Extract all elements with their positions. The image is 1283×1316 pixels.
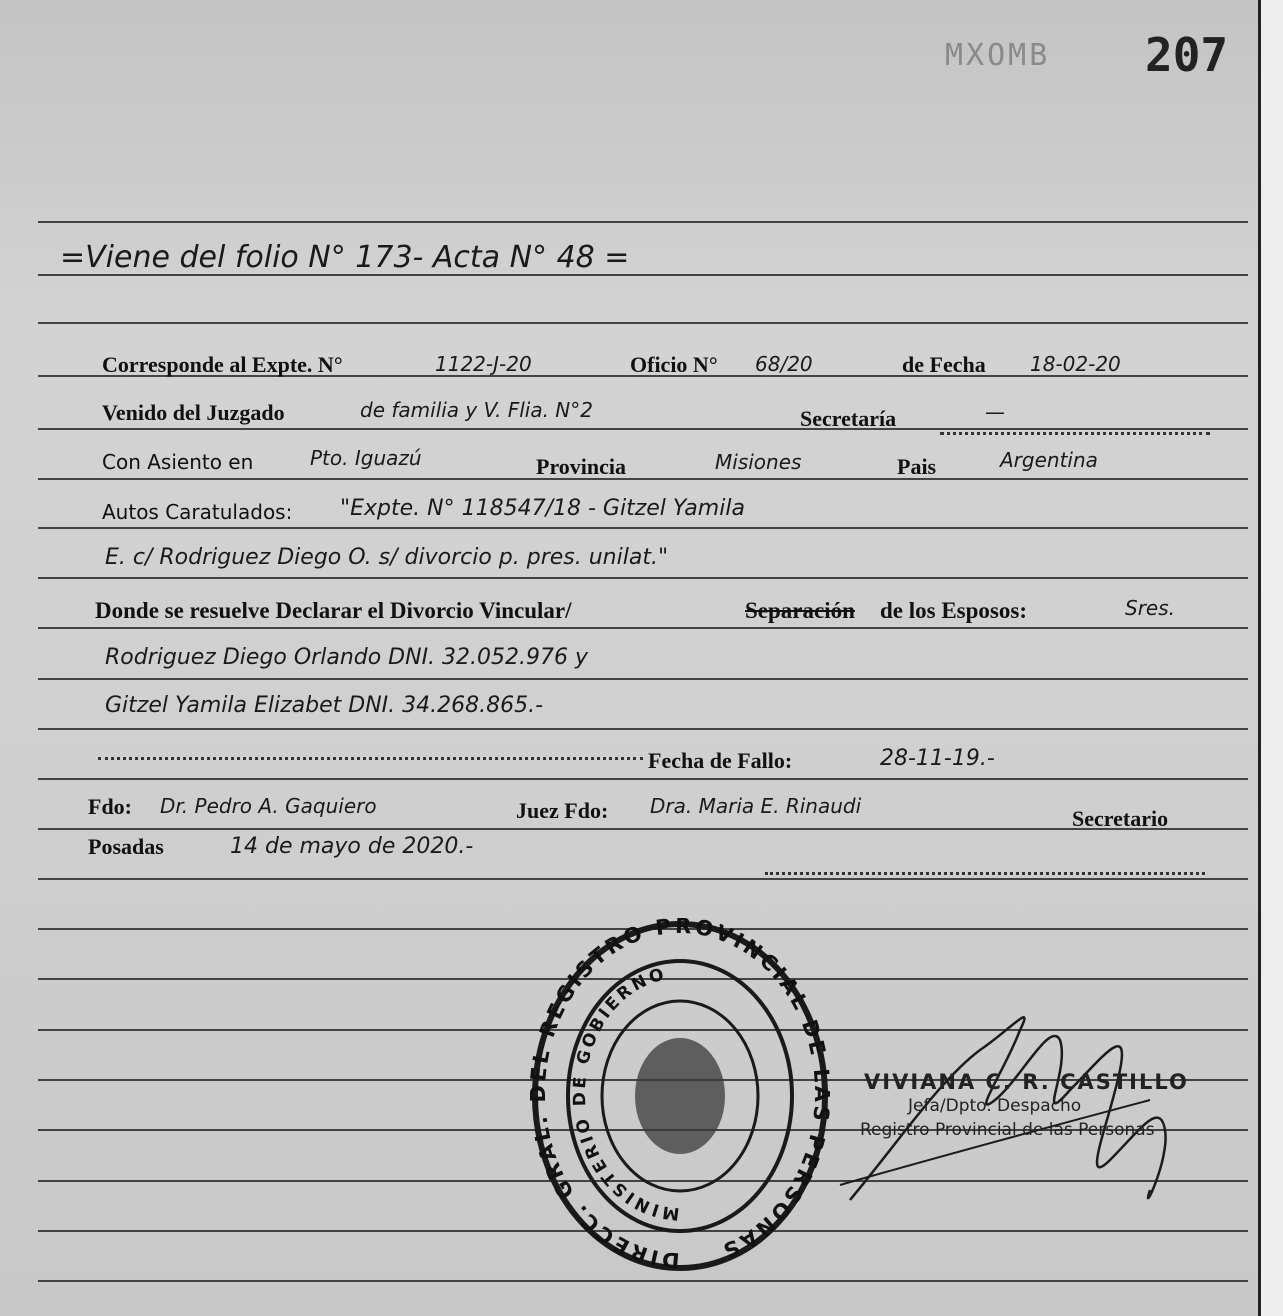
provincia-label: Provincia — [536, 454, 627, 479]
posadas-value: 14 de mayo de 2020.- — [230, 834, 474, 859]
autos-value-line2: E. c/ Rodriguez Diego O. s/ divorcio p. pres. unilat." — [105, 545, 669, 570]
posadas-label: Posadas — [88, 834, 164, 859]
esposos-value-3: Gitzel Yamila Elizabet DNI. 34.268.865.- — [105, 693, 544, 718]
esposos-value-2: Rodriguez Diego Orlando DNI. 32.052.976 y — [105, 645, 589, 670]
secretario-value: Dra. Maria E. Rinaudi — [650, 794, 862, 818]
signatory-name: VIVIANA C. R. CASTILLO — [864, 1070, 1189, 1094]
esposos-label: de los Esposos: — [880, 598, 1027, 623]
expediente-label: Corresponde al Expte. N° — [102, 352, 343, 377]
seal-outer-text: DIRECC. GRAL L REGISTRO PROVINCIAL DE PERSONAS — [530, 918, 830, 1273]
juzgado-label: Venido del Juzgado — [102, 400, 285, 425]
ruled-line — [38, 1280, 1248, 1282]
signatory-role: Jefa/Dpto. Despacho — [908, 1096, 1082, 1116]
autos-value-line1: "Expte. N° 118547/18 - Gitzel Yamila — [340, 496, 745, 521]
esposos-value-1: Sres. — [1125, 596, 1175, 620]
fdo-label: Fdo: — [88, 794, 132, 819]
ruled-line — [38, 527, 1248, 529]
ruled-line — [38, 221, 1248, 223]
resuelve-label: Donde se resuelve Declarar el Divorcio Vincular/ — [95, 598, 572, 623]
ruled-line — [38, 627, 1248, 629]
ruled-line — [38, 878, 1248, 880]
dotted-fill — [765, 872, 1205, 875]
ruled-line — [38, 828, 1248, 830]
asiento-label: Con Asiento en — [102, 450, 254, 474]
ruled-line — [38, 577, 1248, 579]
fallo-value: 28-11-19.- — [880, 746, 995, 771]
provincia-value: Misiones — [715, 450, 802, 474]
official-seal — [530, 918, 830, 1273]
marginal-note: =Viene del folio N° 173- Acta N° 48 = — [60, 240, 630, 275]
ruled-line — [38, 322, 1248, 324]
secretaria-label: Secretaría — [800, 406, 897, 431]
ruled-line — [38, 428, 1248, 430]
secretario-label: Secretario — [1072, 806, 1169, 831]
signatory-organization: Registro Provincial de las Personas — [860, 1120, 1155, 1140]
asiento-value: Pto. Iguazú — [310, 446, 422, 470]
ruled-line — [38, 678, 1248, 680]
pais-label: Pais — [897, 454, 937, 479]
ruled-line — [38, 728, 1248, 730]
separacion-struck: Separación — [745, 598, 855, 623]
pais-value: Argentina — [1000, 448, 1098, 472]
juzgado-value: de familia y V. Flia. N°2 — [360, 398, 593, 422]
seal-inner-text: MINISTERIO DE GOBIERNO — [569, 964, 681, 1224]
folio-number: 207 — [1145, 28, 1229, 82]
oficio-value: 68/20 — [755, 352, 813, 376]
signature-block — [860, 1070, 1190, 1140]
fecha-label: de Fecha — [902, 352, 986, 377]
autos-label: Autos Caratulados: — [102, 500, 293, 524]
secretaria-value: — — [985, 400, 1005, 424]
page-edge — [1258, 0, 1283, 1316]
dotted-fill — [98, 757, 643, 760]
juez-value: Dr. Pedro A. Gaquiero — [160, 794, 377, 818]
folio-stamp: MXOMB — [945, 38, 1051, 73]
ruled-line — [38, 778, 1248, 780]
fecha-value: 18-02-20 — [1030, 352, 1121, 376]
juez-label: Juez Fdo: — [516, 798, 609, 823]
fallo-label: Fecha de Fallo: — [648, 748, 793, 773]
ruled-line — [38, 478, 1248, 480]
expediente-value: 1122-J-20 — [435, 352, 532, 376]
oficio-label: Oficio N° — [630, 352, 718, 377]
dotted-fill — [940, 432, 1210, 435]
